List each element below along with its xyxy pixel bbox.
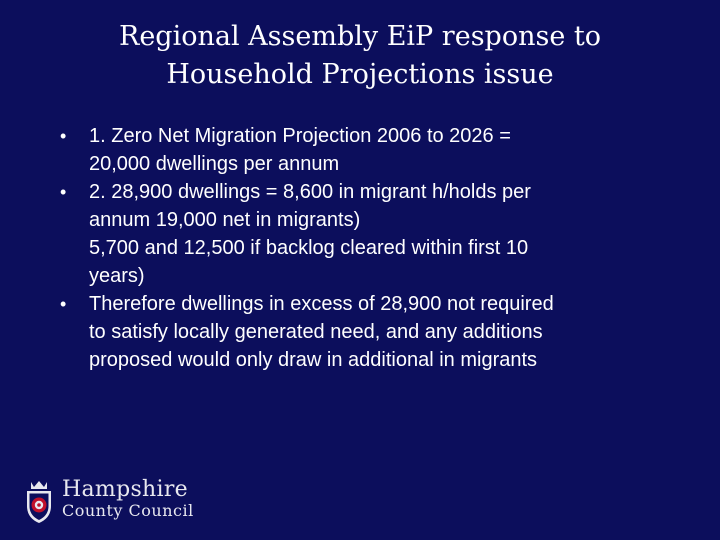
bullet-2-line-1: 2. 28,900 dwellings = 8,600 in migrant h/holds per (89, 181, 531, 203)
logo-text (62, 478, 194, 520)
hampshire-logo (24, 478, 194, 524)
bullet-2-line-3: 5,700 and 12,500 if backlog cleared within first 10 (89, 237, 529, 259)
bullet-3-line-2: to satisfy locally generated need, and any additions (89, 321, 543, 343)
bullet-1-line-1: 1. Zero Net Migration Projection 2006 to 2026 = (89, 125, 511, 147)
bullet-2-line-2: annum 19,000 net in migrants) (89, 209, 361, 231)
bullet-item-2 (0, 178, 700, 290)
bullet-3-line-1: Therefore dwellings in excess of 28,900 not required (89, 293, 554, 315)
title-line-1: Regional Assembly EiP response to (118, 21, 602, 52)
bullet-item-1 (0, 122, 700, 178)
bullet-list (0, 122, 700, 374)
bullet-item-3 (0, 290, 700, 374)
bullet-1-line-2: 20,000 dwellings per annum (89, 153, 340, 175)
bullet-marker: • (60, 126, 67, 146)
bullet-marker: • (60, 294, 67, 314)
bullet-3-line-3: proposed would only draw in additional in migrants (89, 349, 538, 371)
bullet-marker: • (60, 182, 67, 202)
bullet-2-line-4: years) (89, 265, 145, 287)
slide-title (60, 18, 660, 94)
title-line-2: Household Projections issue (166, 59, 554, 90)
logo-subtitle: County Council (62, 501, 194, 520)
logo-name: Hampshire (62, 477, 188, 502)
crest-icon (24, 478, 54, 524)
